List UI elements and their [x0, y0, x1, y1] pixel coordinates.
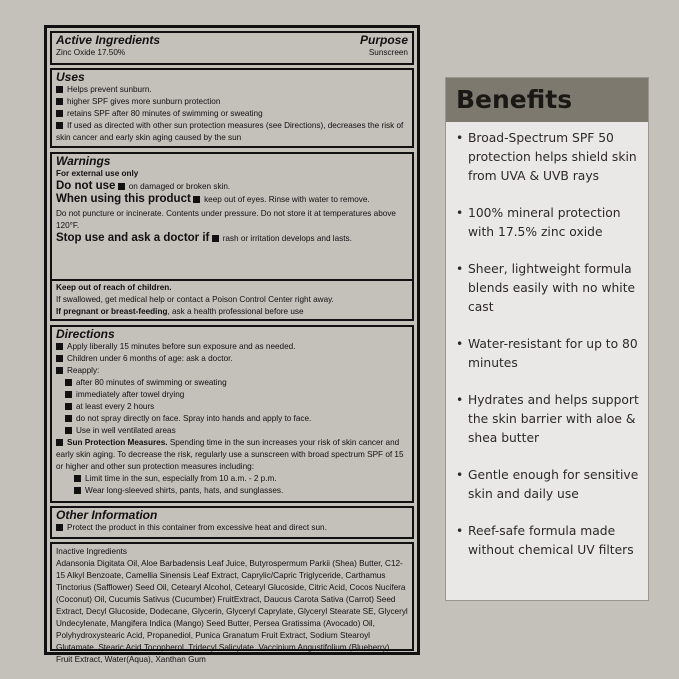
external-use-note: For external use only: [56, 169, 139, 178]
measure-item: Wear long-sleeved shirts, pants, hats, and sunglasses.: [56, 485, 408, 497]
inactive-ingredients-heading: Inactive Ingredients: [56, 547, 128, 556]
benefits-header: [446, 78, 648, 122]
uses-item: If used as directed with other sun protection measures (see Directions), decreases the risk of skin cancer and early skin aging caused by the sun: [56, 121, 404, 142]
directions-section: [50, 325, 414, 503]
active-ingredient: Zinc Oxide 17.50%: [56, 48, 126, 57]
bullet-square-icon: [74, 487, 81, 494]
bullet-dot-icon: •: [456, 131, 464, 145]
directions-item: Apply liberally 15 minutes before sun exposure and as needed.: [56, 341, 408, 353]
benefit-item: • Sheer, lightweight formula blends easily with no white cast: [456, 260, 640, 317]
uses-section: [50, 68, 414, 148]
uses-item: higher SPF gives more sunburn protection: [56, 96, 408, 108]
bullet-square-icon: [56, 343, 63, 350]
keep-out-of-reach-section: [50, 279, 414, 321]
when-using-line: When using this product keep out of eyes. Rinse with water to remove.: [56, 193, 370, 205]
do-not-use-line: Do not use on damaged or broken skin.: [56, 180, 231, 192]
bullet-dot-icon: •: [456, 262, 464, 276]
benefits-title: Benefits: [456, 85, 573, 114]
bullet-square-icon: [56, 110, 63, 117]
bullet-square-icon: [74, 475, 81, 482]
bullet-square-icon: [118, 183, 125, 190]
bullet-square-icon: [56, 367, 63, 374]
bullet-square-icon: [65, 427, 72, 434]
pregnant-note: If pregnant or breast-feeding, ask a health professional before use: [56, 307, 304, 316]
other-information-section: [50, 506, 414, 539]
benefit-item: • Gentle enough for sensitive skin and daily use: [456, 466, 640, 504]
benefits-list: [446, 122, 648, 560]
benefit-item: • 100% mineral protection with 17.5% zinc oxide: [456, 204, 640, 242]
bullet-dot-icon: •: [456, 524, 464, 538]
uses-item: retains SPF after 80 minutes of swimming or sweating: [56, 108, 408, 120]
benefit-item: • Reef-safe formula made without chemical UV filters: [456, 522, 640, 560]
sun-protection-measures: Sun Protection Measures. Spending time in the sun increases your risk of skin cancer and early skin aging. To decrease the risk, regularly use a sunscreen with broad spectrum SPF of 15 or higher and other sun protection measures including:: [56, 438, 404, 471]
bullet-square-icon: [56, 122, 63, 129]
bullet-dot-icon: •: [456, 206, 464, 220]
bullet-square-icon: [193, 196, 200, 203]
swallowed-note: If swallowed, get medical help or contact a Poison Control Center right away.: [56, 295, 334, 304]
benefit-item: • Broad-Spectrum SPF 50 protection helps shield skin from UVA & UVB rays: [456, 129, 640, 186]
purpose-heading: Purpose: [359, 33, 408, 47]
reapply-item: at least every 2 hours: [56, 401, 408, 413]
bullet-square-icon: [56, 98, 63, 105]
bullet-dot-icon: •: [456, 337, 464, 351]
measure-item: Limit time in the sun, especially from 10 a.m. - 2 p.m.: [56, 473, 408, 485]
keep-out-of-reach-heading: Keep out of reach of children.: [56, 283, 172, 292]
warnings-section: [50, 152, 414, 295]
purpose-value: Sunscreen: [368, 48, 408, 57]
bullet-square-icon: [65, 415, 72, 422]
active-ingredients-heading: Active Ingredients: [56, 33, 161, 47]
uses-heading: Uses: [56, 70, 85, 84]
inactive-ingredients-section: [50, 542, 414, 664]
uses-item: Helps prevent sunburn.: [56, 84, 408, 96]
other-information-item: Protect the product in this container from excessive heat and direct sun.: [56, 522, 408, 534]
bullet-square-icon: [56, 524, 63, 531]
reapply-item: do not spray directly on face. Spray into hands and apply to face.: [56, 413, 408, 425]
bullet-square-icon: [56, 439, 63, 446]
other-information-heading: Other Information: [56, 508, 158, 522]
bullet-square-icon: [65, 379, 72, 386]
bullet-square-icon: [56, 86, 63, 93]
puncture-warning: Do not puncture or incinerate. Contents under pressure. Do not store it at temperatures above 120°F.: [56, 209, 396, 230]
benefit-item: • Water-resistant for up to 80 minutes: [456, 335, 640, 373]
reapply-item: immediately after towel drying: [56, 389, 408, 401]
directions-item: Reapply:: [56, 365, 408, 377]
active-ingredients-section: [50, 31, 414, 65]
reapply-item: Use in well ventilated areas: [56, 425, 408, 437]
benefits-panel: [445, 77, 649, 601]
bullet-square-icon: [56, 355, 63, 362]
bullet-dot-icon: •: [456, 393, 464, 407]
directions-heading: Directions: [56, 327, 115, 341]
directions-item: Children under 6 months of age: ask a doctor.: [56, 353, 408, 365]
inactive-ingredients-list: Adansonia Digitata Oil, Aloe Barbadensis Leaf Juice, Butyrospermum Parkii (Shea) Butter, C12-15 Alkyl Benzoate, Camellia Sinensis Leaf Extract, Caprylic/Capric Triglyceride, Carthamus Tinctorius (Safflower) Seed Oil, Cetearyl Alcohol, Cetearyl Glucoside, Citric Acid, Cocos Nucifera (Coconut) Oil, Cucumis Sativus (Cucumber) FruitExtract, Daucus Carota Sativa (Carrot) Seed Extract, Decyl Glucoside, Dodecane, Glycerin, Glyceryl Caprylate, Glyceryl Stearate SE, Glyceryl Undecylenate, Mangifera Indica (Mango) Seed Butter, Persea Gratissima (Avocado) Oil, Polyhydroxystearic Acid, Propanediol, Punica Granatum Fruit Extract, Sodium Stearoyl Glutamate, Stearic Acid,Tocopherol, Tridecyl Salicylate, Vaccinium Angustifolium (Blueberry) Fruit Extract, Water(Aqua), Xanthan Gum: [56, 559, 408, 664]
warnings-heading: Warnings: [56, 154, 111, 168]
stop-use-line: Stop use and ask a doctor if rash or irritation develops and lasts.: [56, 232, 352, 244]
bullet-dot-icon: •: [456, 468, 464, 482]
drug-facts-panel: [44, 25, 420, 664]
bullet-square-icon: [65, 391, 72, 398]
bullet-square-icon: [212, 235, 219, 242]
bullet-square-icon: [65, 403, 72, 410]
benefit-item: • Hydrates and helps support the skin barrier with aloe & shea butter: [456, 391, 640, 448]
reapply-item: after 80 minutes of swimming or sweating: [56, 377, 408, 389]
